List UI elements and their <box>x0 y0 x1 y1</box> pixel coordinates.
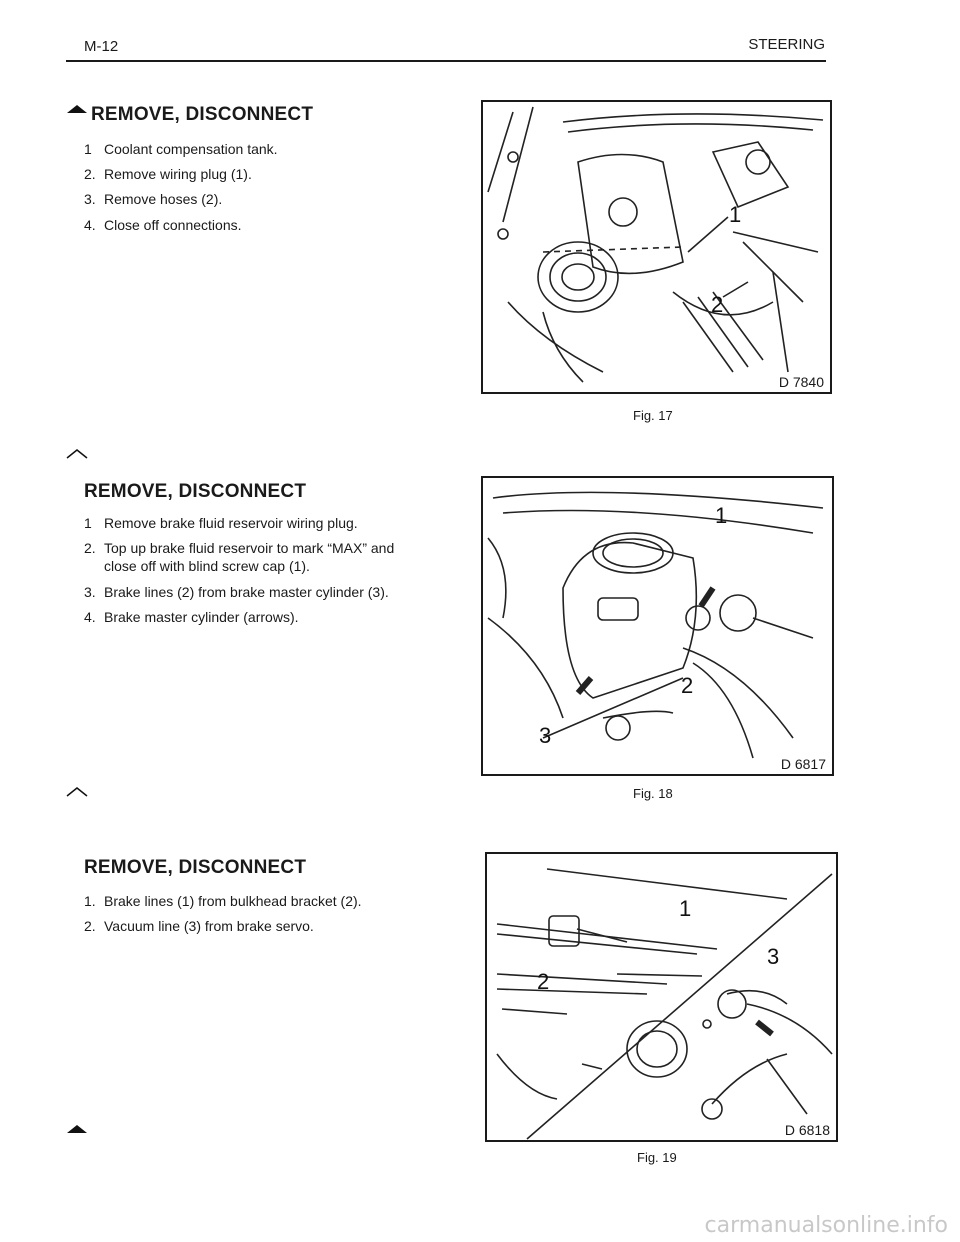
step: 3. Remove hoses (2). <box>84 191 223 208</box>
hand-marker-icon <box>66 787 88 797</box>
callout-2: 2 <box>537 969 550 994</box>
figure-17-code: D 7840 <box>778 374 824 390</box>
figure-19 <box>485 852 838 1142</box>
callout-2: 2 <box>711 292 724 317</box>
step: 2. Remove wiring plug (1). <box>84 166 252 183</box>
section-1-heading: REMOVE, DISCONNECT <box>91 104 314 125</box>
hand-marker-icon <box>66 104 88 114</box>
hand-marker-icon <box>66 1124 88 1134</box>
footer-watermark: carmanualsonline.info <box>704 1213 948 1238</box>
section-2-heading: REMOVE, DISCONNECT <box>84 481 307 502</box>
hand-marker-icon <box>66 449 88 459</box>
figure-19-code: D 6818 <box>784 1122 830 1138</box>
step: 2. Vacuum line (3) from brake servo. <box>84 918 314 935</box>
section-3-heading: REMOVE, DISCONNECT <box>84 857 307 878</box>
figure-18-drawing <box>483 478 832 774</box>
callout-1: 1 <box>715 503 728 528</box>
header-rule <box>66 60 826 62</box>
figure-18 <box>481 476 834 776</box>
callout-3: 3 <box>767 944 780 969</box>
page-number: M-12 <box>84 38 119 55</box>
step: 4. Close off connections. <box>84 216 242 233</box>
callout-3: 3 <box>539 723 552 748</box>
section-title: STEERING <box>748 36 825 53</box>
figure-17-caption: Fig. 17 <box>633 408 673 423</box>
figure-17-drawing <box>483 102 830 392</box>
step: 3. Brake lines (2) from brake master cylinder (3). <box>84 583 389 600</box>
callout-1: 1 <box>679 896 692 921</box>
figure-19-drawing <box>487 854 836 1140</box>
step: 1 Coolant compensation tank. <box>84 141 278 157</box>
step: 1. Brake lines (1) from bulkhead bracket (2). <box>84 893 362 909</box>
step: 4. Brake master cylinder (arrows). <box>84 608 299 625</box>
step: 2. Top up brake fluid reservoir to mark “MAX” and close off with blind screw cap (1). <box>84 540 395 575</box>
step: 1 Remove brake fluid reservoir wiring plug. <box>84 515 358 531</box>
section-3-steps <box>84 892 414 942</box>
section-1-steps <box>84 140 414 241</box>
section-2-steps <box>84 514 404 633</box>
figure-18-caption: Fig. 18 <box>633 786 673 801</box>
figure-19-caption: Fig. 19 <box>637 1150 677 1165</box>
callout-1: 1 <box>729 202 742 227</box>
figure-17 <box>481 100 832 394</box>
callout-2: 2 <box>681 673 694 698</box>
figure-18-code: D 6817 <box>780 756 826 772</box>
